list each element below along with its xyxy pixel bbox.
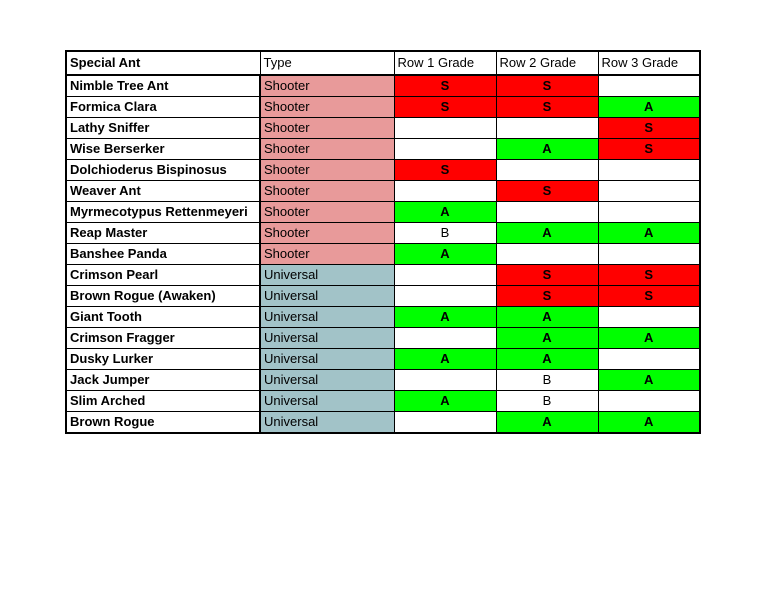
row-3-grade-cell	[598, 75, 700, 97]
ant-type-cell: Universal	[260, 412, 394, 434]
row-2-grade-cell: B	[496, 391, 598, 412]
row-1-grade-cell: S	[394, 160, 496, 181]
row-2-grade-cell: S	[496, 181, 598, 202]
ant-name-cell: Myrmecotypus Rettenmeyeri	[66, 202, 260, 223]
ant-name-cell: Formica Clara	[66, 97, 260, 118]
row-2-grade-cell: S	[496, 75, 598, 97]
row-1-grade-cell	[394, 139, 496, 160]
table-row	[66, 160, 700, 181]
header-type: Type	[260, 51, 394, 75]
table-row	[66, 244, 700, 265]
row-2-grade-cell: A	[496, 328, 598, 349]
row-2-grade-cell: A	[496, 349, 598, 370]
ant-name-cell: Dolchioderus Bispinosus	[66, 160, 260, 181]
ant-type-cell: Shooter	[260, 223, 394, 244]
row-1-grade-cell	[394, 412, 496, 434]
ant-name-cell: Nimble Tree Ant	[66, 75, 260, 97]
ant-type-cell: Universal	[260, 265, 394, 286]
ant-name-cell: Jack Jumper	[66, 370, 260, 391]
row-2-grade-cell: A	[496, 139, 598, 160]
row-3-grade-cell: A	[598, 370, 700, 391]
table-row	[66, 139, 700, 160]
header-row-1-grade: Row 1 Grade	[394, 51, 496, 75]
ant-name-cell: Slim Arched	[66, 391, 260, 412]
special-ant-grade-table	[65, 50, 701, 434]
row-2-grade-cell	[496, 202, 598, 223]
row-1-grade-cell	[394, 181, 496, 202]
table-row	[66, 391, 700, 412]
row-3-grade-cell	[598, 202, 700, 223]
row-1-grade-cell	[394, 118, 496, 139]
row-3-grade-cell: A	[598, 328, 700, 349]
row-3-grade-cell	[598, 391, 700, 412]
ant-type-cell: Shooter	[260, 181, 394, 202]
ant-type-cell: Shooter	[260, 118, 394, 139]
header-special-ant: Special Ant	[66, 51, 260, 75]
ant-type-cell: Shooter	[260, 160, 394, 181]
row-1-grade-cell	[394, 328, 496, 349]
ant-type-cell: Shooter	[260, 139, 394, 160]
ant-type-cell: Universal	[260, 391, 394, 412]
row-3-grade-cell	[598, 160, 700, 181]
row-3-grade-cell	[598, 307, 700, 328]
row-3-grade-cell: S	[598, 139, 700, 160]
row-1-grade-cell: A	[394, 244, 496, 265]
ant-name-cell: Banshee Panda	[66, 244, 260, 265]
table-row	[66, 265, 700, 286]
ant-name-cell: Crimson Fragger	[66, 328, 260, 349]
ant-type-cell: Universal	[260, 349, 394, 370]
row-2-grade-cell: A	[496, 223, 598, 244]
ant-type-cell: Universal	[260, 370, 394, 391]
row-1-grade-cell: A	[394, 307, 496, 328]
row-3-grade-cell	[598, 244, 700, 265]
row-3-grade-cell: S	[598, 118, 700, 139]
ant-name-cell: Lathy Sniffer	[66, 118, 260, 139]
row-1-grade-cell: B	[394, 223, 496, 244]
table-row	[66, 97, 700, 118]
ant-name-cell: Reap Master	[66, 223, 260, 244]
row-2-grade-cell	[496, 160, 598, 181]
table-row	[66, 118, 700, 139]
row-2-grade-cell: A	[496, 307, 598, 328]
row-3-grade-cell	[598, 181, 700, 202]
row-2-grade-cell: B	[496, 370, 598, 391]
table-row	[66, 75, 700, 97]
ant-name-cell: Wise Berserker	[66, 139, 260, 160]
row-2-grade-cell: A	[496, 412, 598, 434]
row-1-grade-cell: A	[394, 202, 496, 223]
table-row	[66, 286, 700, 307]
row-2-grade-cell: S	[496, 265, 598, 286]
row-3-grade-cell: A	[598, 412, 700, 434]
row-1-grade-cell: A	[394, 391, 496, 412]
ant-type-cell: Universal	[260, 307, 394, 328]
row-3-grade-cell: A	[598, 97, 700, 118]
row-2-grade-cell	[496, 118, 598, 139]
ant-type-cell: Shooter	[260, 244, 394, 265]
table-body	[66, 75, 700, 433]
ant-type-cell: Shooter	[260, 202, 394, 223]
header-row-3-grade: Row 3 Grade	[598, 51, 700, 75]
row-2-grade-cell: S	[496, 286, 598, 307]
table-row	[66, 370, 700, 391]
ant-name-cell: Weaver Ant	[66, 181, 260, 202]
row-3-grade-cell: A	[598, 223, 700, 244]
row-1-grade-cell: S	[394, 75, 496, 97]
ant-type-cell: Universal	[260, 328, 394, 349]
row-1-grade-cell: A	[394, 349, 496, 370]
table-row	[66, 307, 700, 328]
row-1-grade-cell	[394, 370, 496, 391]
table-row	[66, 412, 700, 434]
table-row	[66, 349, 700, 370]
table-row	[66, 223, 700, 244]
ant-type-cell: Universal	[260, 286, 394, 307]
header-row	[66, 51, 700, 75]
row-3-grade-cell	[598, 349, 700, 370]
table-row	[66, 328, 700, 349]
ant-type-cell: Shooter	[260, 97, 394, 118]
ant-name-cell: Giant Tooth	[66, 307, 260, 328]
row-3-grade-cell: S	[598, 286, 700, 307]
table-row	[66, 181, 700, 202]
row-1-grade-cell	[394, 265, 496, 286]
ant-name-cell: Dusky Lurker	[66, 349, 260, 370]
ant-name-cell: Brown Rogue	[66, 412, 260, 434]
ant-name-cell: Crimson Pearl	[66, 265, 260, 286]
row-3-grade-cell: S	[598, 265, 700, 286]
table-row	[66, 202, 700, 223]
row-2-grade-cell: S	[496, 97, 598, 118]
row-2-grade-cell	[496, 244, 598, 265]
table-header	[66, 51, 700, 75]
row-1-grade-cell: S	[394, 97, 496, 118]
row-1-grade-cell	[394, 286, 496, 307]
ant-type-cell: Shooter	[260, 75, 394, 97]
header-row-2-grade: Row 2 Grade	[496, 51, 598, 75]
ant-name-cell: Brown Rogue (Awaken)	[66, 286, 260, 307]
